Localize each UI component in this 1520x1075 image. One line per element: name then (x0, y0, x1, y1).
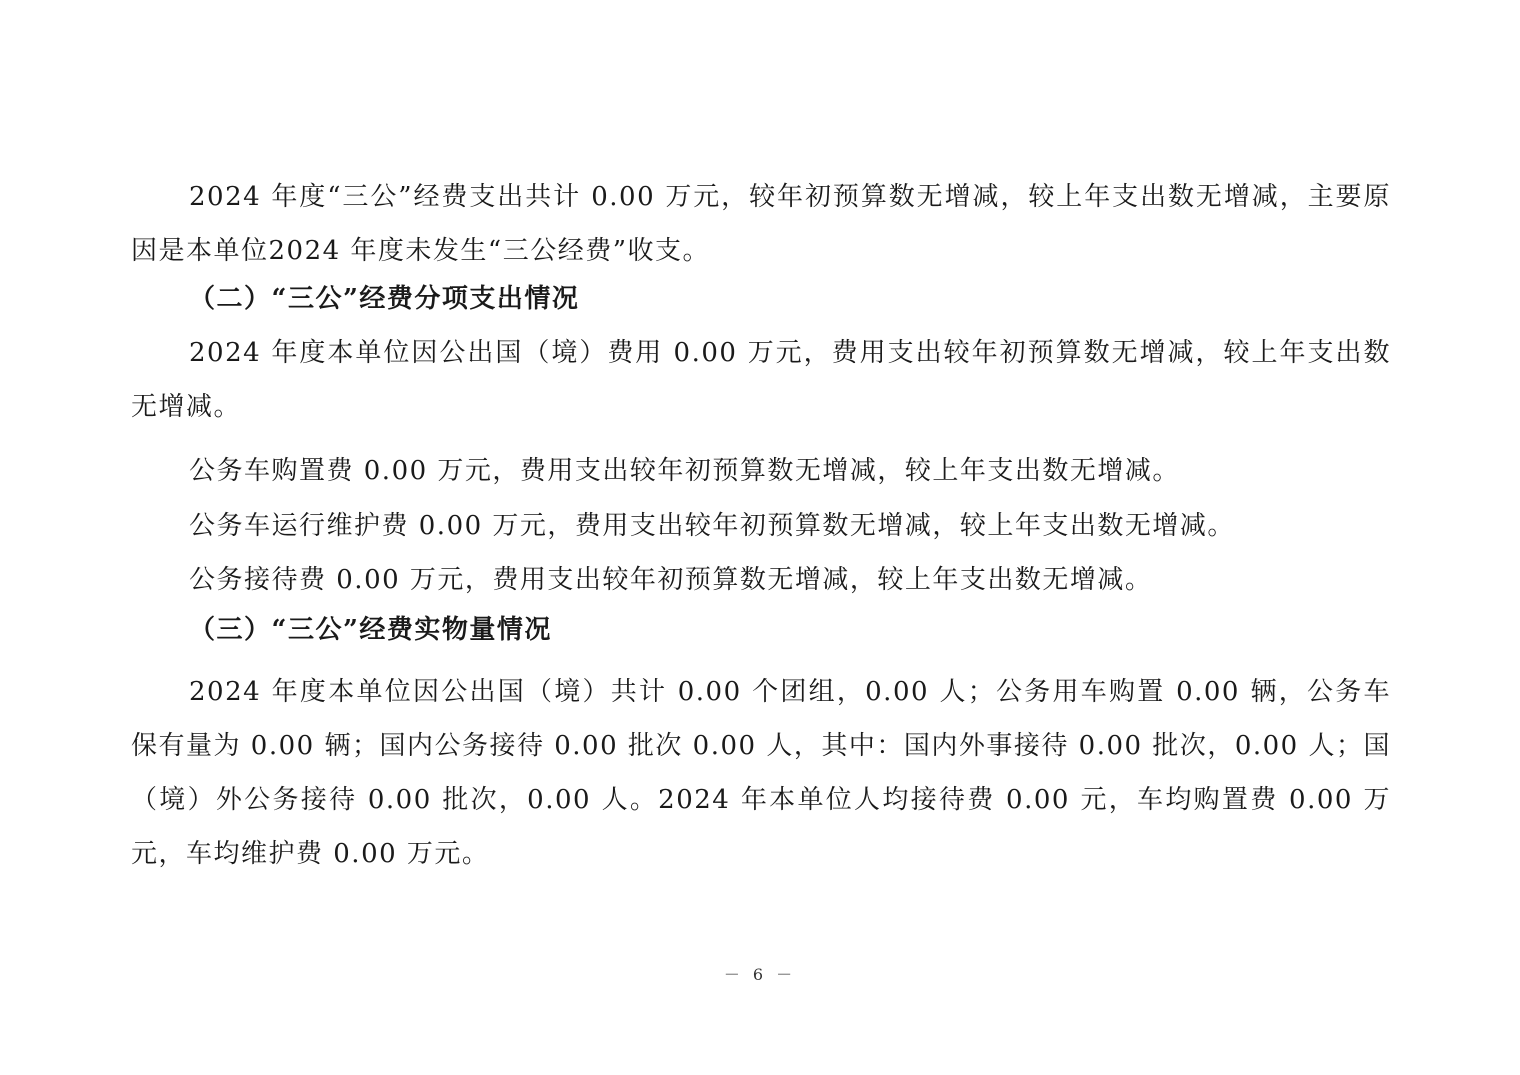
paragraph-vehicle-maintenance-expense: 公务车运行维护费 0.00 万元，费用支出较年初预算数无增减，较上年支出数无增减。 (189, 511, 1235, 541)
page-number: － 6 － (723, 965, 797, 984)
paragraph-overseas-travel-expense: 2024 年度本单位因公出国（境）费用 0.00 万元，费用支出较年初预算数无增减，较上年支出数无增减。 (131, 338, 1391, 422)
section-heading-itemized-expenditure: （二）“三公”经费分项支出情况 (189, 284, 580, 314)
section-heading-physical-quantity: （三）“三公”经费实物量情况 (189, 615, 552, 645)
paragraph-vehicle-purchase-expense: 公务车购置费 0.00 万元，费用支出较年初预算数无增减，较上年支出数无增减。 (189, 456, 1180, 486)
paragraph-physical-quantity-details: 2024 年度本单位因公出国（境）共计 0.00 个团组，0.00 人；公务用车购置 0.00 辆，公务车保有量为 0.00 辆；国内公务接待 0.00 批次 0.00 人，其中：国内外事接待 0.00 批次，0.00 人；国（境）外公务接待 0.00 批次，0.00 人。2024 年本单位人均接待费 0.00 元，车均购置费 0.00 万元，车均维护费 0.00 万元。 (131, 677, 1391, 869)
paragraph-total-expenditure: 2024 年度“三公”经费支出共计 0.00 万元，较年初预算数无增减，较上年支出数无增减，主要原因是本单位2024 年度未发生“三公经费”收支。 (131, 182, 1391, 266)
paragraph-reception-expense: 公务接待费 0.00 万元，费用支出较年初预算数无增减，较上年支出数无增减。 (189, 565, 1153, 595)
